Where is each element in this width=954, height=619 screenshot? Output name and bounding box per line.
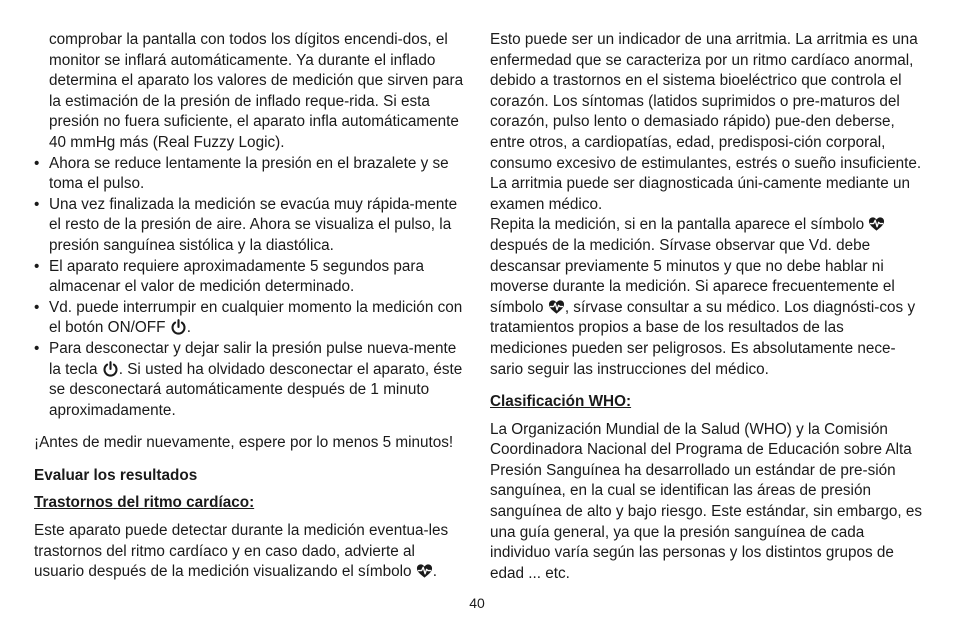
page-number: 40: [469, 595, 485, 611]
warning-note: ¡Antes de medir nuevamente, espere por lo menos 5 minutos!: [34, 434, 454, 452]
intro-paragraph: comprobar la pantalla con todos los dígitos encendi-dos, el monitor se inflará automáticamente. Ya durante el inflado determina el aparato los valores de medición que sirven para la estimación de la presión de inflado reque-rida. Si esta presión no fuera suficiente, el aparato infla automáticamente 40 mmHg más (Real Fuzzy Logic).: [49, 31, 464, 151]
bullet-text: Vd. puede interrumpir en cualquier momento la medición con el botón ON/OFF: [49, 298, 463, 337]
rhythm-end: .: [432, 563, 438, 581]
power-icon: [102, 361, 119, 377]
rhythm-text: Este aparato puede detectar durante la medición eventua-les trastornos del ritmo cardíaco y en caso dado, advierte al usuario después de la medición visualizando el símbolo: [34, 522, 449, 581]
bullet-item: • Una vez finalizada la medición se evacúa muy rápida-mente el resto de la presión de aire. Ahora se visualiza el pulso, la presión sanguínea sistólica y la diastólica.: [34, 195, 468, 257]
left-column: [34, 30, 468, 583]
arrhythmia-heart-icon: [548, 299, 565, 315]
repeat-text: Repita la medición, si en la pantalla aparece el símbolo: [490, 216, 865, 234]
repeat-paragraph: [490, 215, 924, 380]
heading-rhythm: Trastornos del ritmo cardíaco:: [34, 494, 255, 512]
repeat-text: , sírvase consultar a su médico. Los diagnósti-cos y tratamientos propios a base de los resultados de las mediciones pueden ser peligrosos. Es absolutamente nece-sario seguir las instrucciones del médico.: [490, 298, 916, 378]
bullet-text: . Si usted ha olvidado desconectar el aparato, éste se desconectará automáticamente después de 1 minuto aproximadamente.: [49, 360, 463, 419]
bullet-item: [34, 298, 468, 339]
arrhythmia-paragraph: Esto puede ser un indicador de una arritmia. La arritmia es una enfermedad que se caracteriza por un ritmo cardíaco anormal, debido a trastornos en el sistema bioeléctrico que controla el corazón. Los síntomas (latidos suprimidos o pre-maturos del corazón, pulso lento o demasiado rápido) pue-den deberse, entre otros, a cardiopatías, edad, predisposi-ción corporal, consumo excesivo de estimulantes, estrés o sueño insuficiente. La arritmia puede ser diagnosticada úni-camente mediante un examen médico.: [490, 31, 922, 213]
bullet-item: [34, 339, 468, 421]
bullet-item: • El aparato requiere aproximadamente 5 segundos para almacenar el valor de medición determinado.: [34, 257, 468, 298]
right-column: [490, 30, 924, 584]
power-icon: [170, 319, 187, 335]
heading-results: Evaluar los resultados: [34, 466, 198, 484]
bullet-text: Para desconectar y dejar salir la presión pulse nueva-mente la tecla: [49, 339, 457, 378]
bullet-end: .: [186, 319, 191, 337]
arrhythmia-heart-icon: [868, 216, 885, 232]
arrhythmia-heart-icon: [416, 563, 433, 579]
bullet-list: [34, 154, 468, 422]
bullet-item: • Ahora se reduce lentamente la presión en el brazalete y se toma el pulso.: [34, 154, 468, 195]
repeat-text: después de la medición. Sírvase observar que Vd. debe descansar previamente 5 minutos y que no debe hablar ni moverse durante la medición. Si aparece frecuentemente el símbolo: [490, 236, 895, 316]
rhythm-paragraph: [34, 521, 468, 583]
heading-who: Clasificación WHO:: [490, 393, 632, 411]
who-paragraph: La Organización Mundial de la Salud (WHO) y la Comisión Coordinadora Nacional del Programa de Educación sobre Alta Presión Sanguínea ha desarrollado un estándar de pre-sión sanguínea, en la cual se identifican las áreas de presión sanguínea de alto y bajo riesgo. Este estándar, sin embargo, es una guía general, ya que la presión sanguínea de cada individuo varía según las personas y los distintos grupos de edad ... etc.: [490, 420, 922, 582]
